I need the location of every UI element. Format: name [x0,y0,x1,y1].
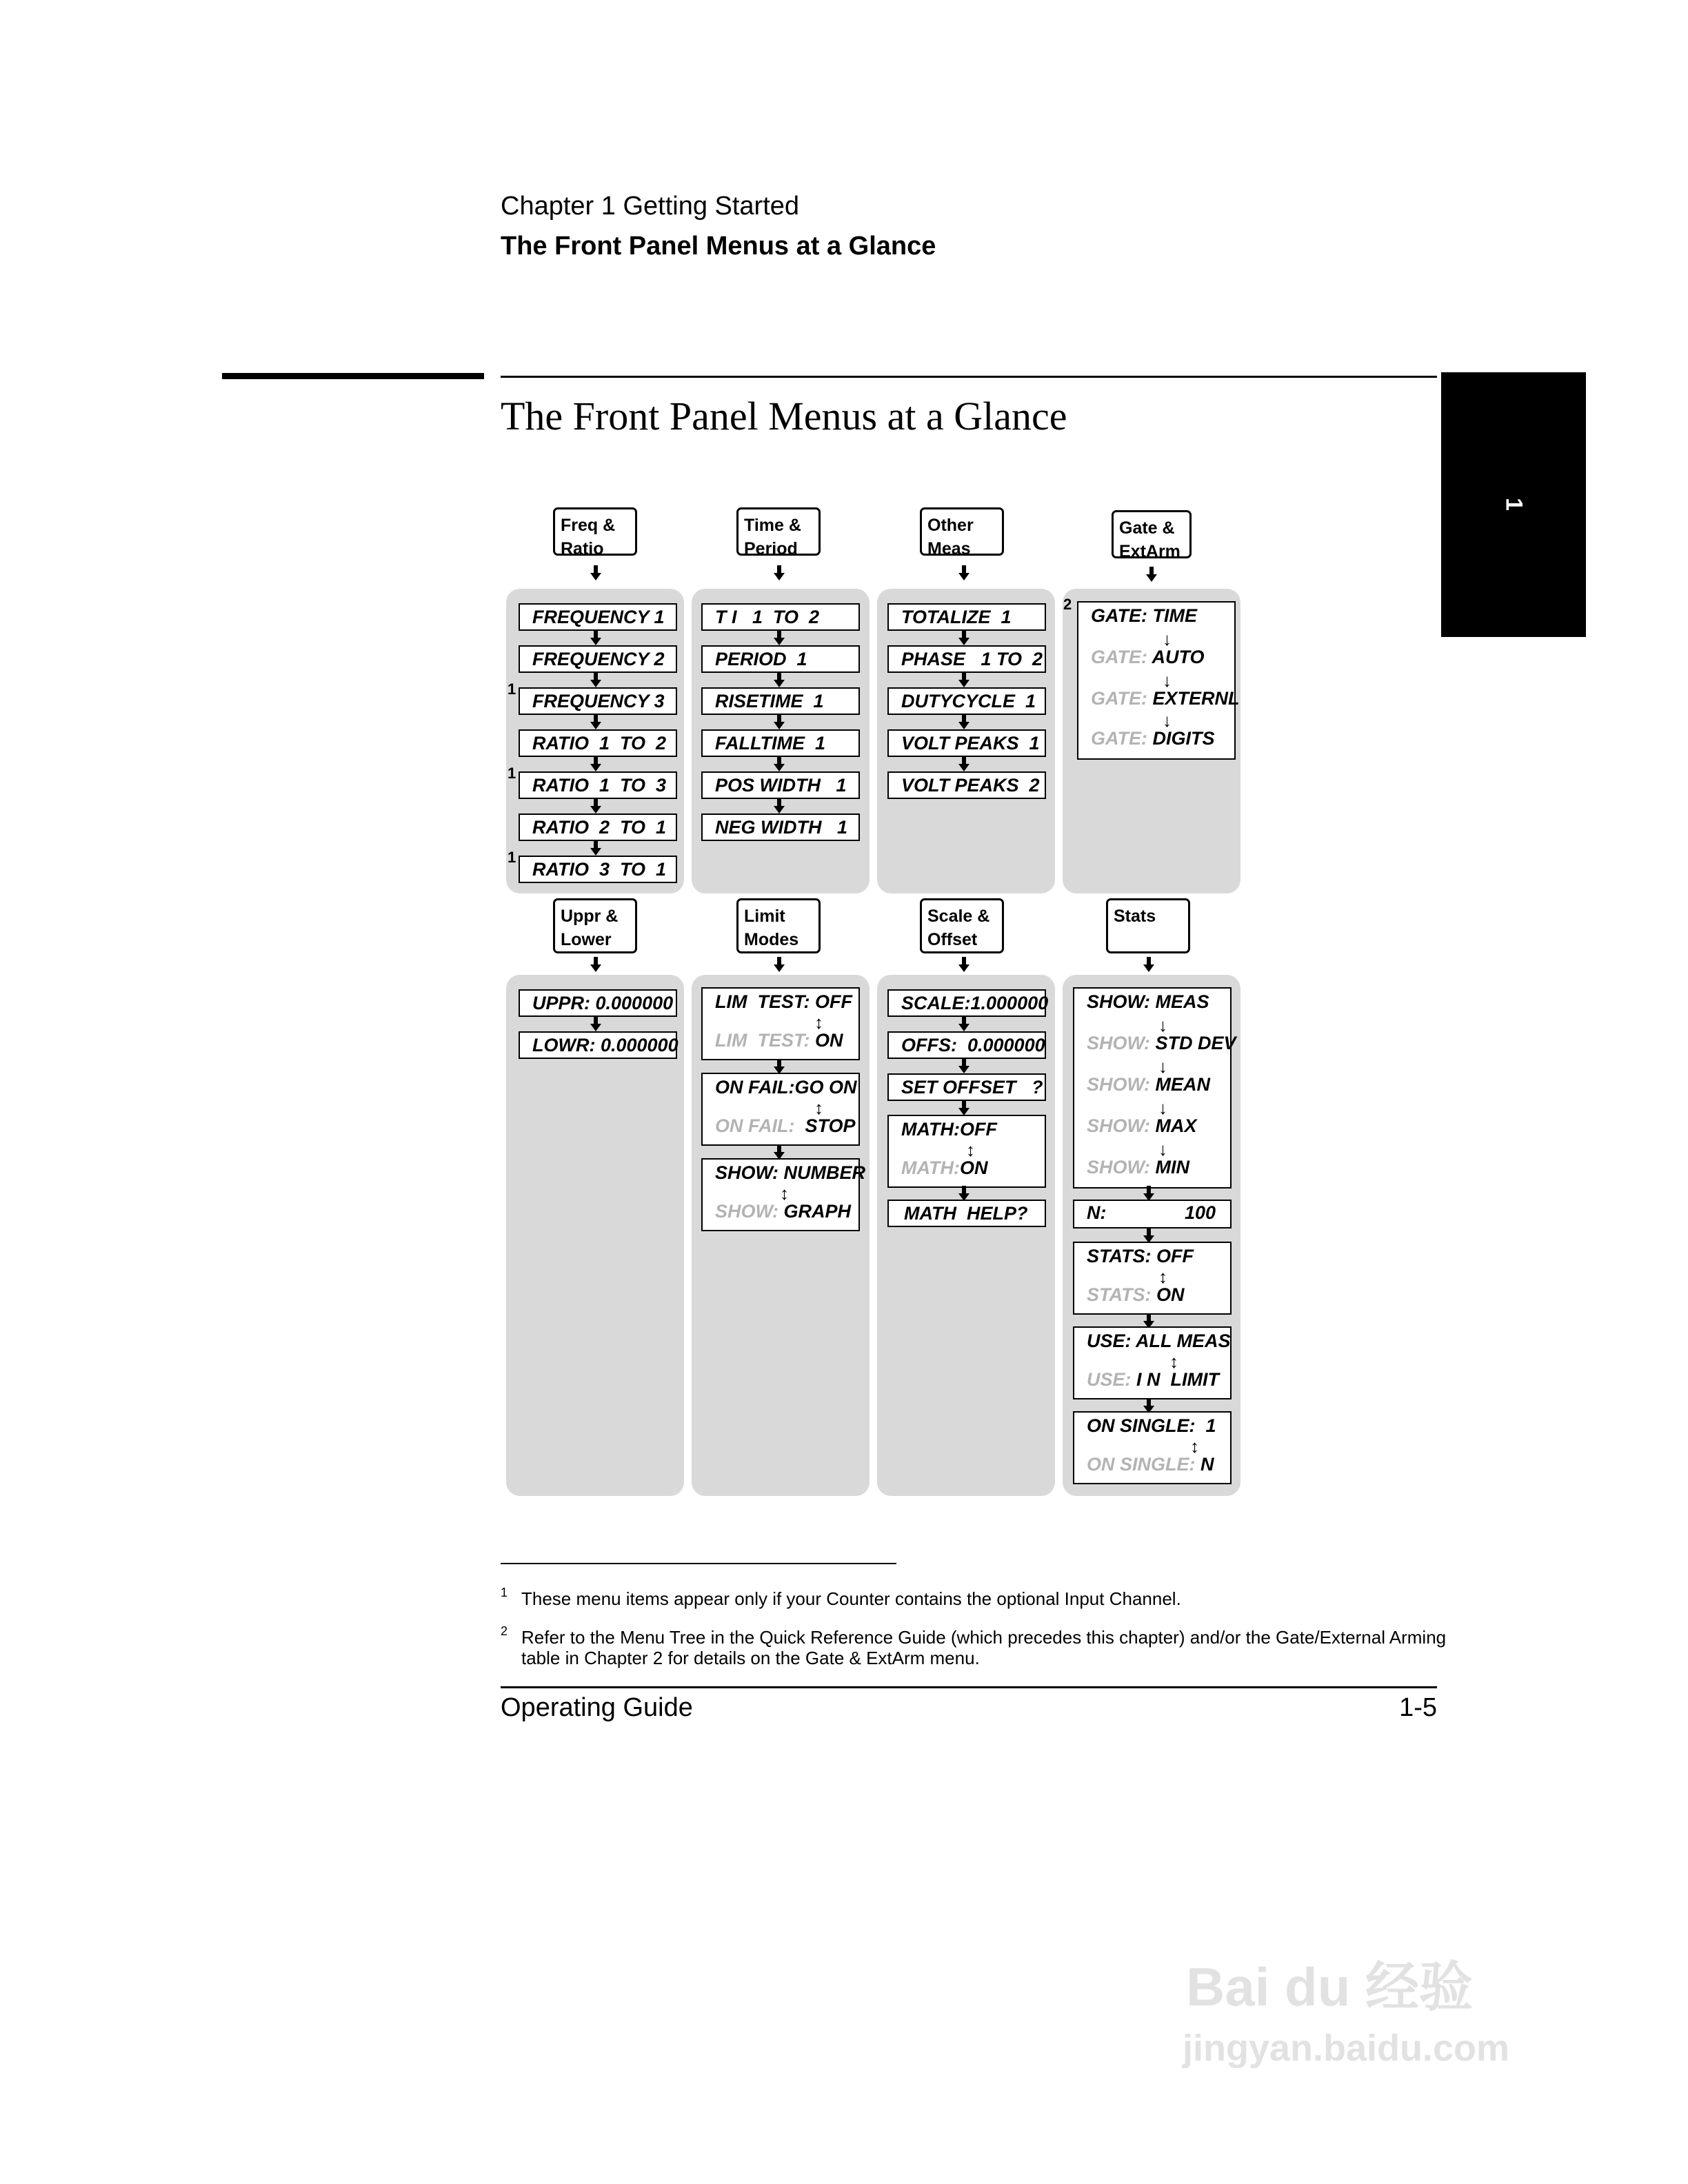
show-graph: GRAPH [783,1201,852,1222]
n-value: 100 [1185,1202,1216,1223]
menu-item-offs: OFFS: 0.000000 [887,1031,1046,1059]
lim-test-off: OFF [815,991,852,1012]
arrow-down-icon [958,957,969,972]
stats-header: Stats [1106,898,1190,953]
watermark-url: jingyan.baidu.com [1183,2028,1510,2069]
arrow-down-icon [774,1144,785,1160]
arrow-down-icon [590,756,601,771]
show-stats-box [1073,987,1236,1189]
arrow-down-icon [590,1016,601,1031]
math-label: MATH: [901,1157,960,1178]
toggle-arrow-icon: ↕ [780,1183,789,1204]
lim-test-label: LIM TEST: [715,1030,810,1051]
menu-item-set-offset: SET OFFSET ? [887,1073,1046,1101]
arrow-down-icon [774,565,785,580]
on-fail-box [701,1073,860,1146]
use-all-meas: ALL MEAS [1136,1331,1231,1351]
lim-test-label: LIM TEST: [715,991,810,1012]
arrow-down-icon [958,630,969,645]
footnote-2 [501,1624,1447,1668]
menu-item-phase-1-2: PHASE 1 TO 2 [887,645,1046,673]
menu-item-frequency-2: FREQUENCY 2 [519,645,677,673]
math-on: ON [959,1157,988,1178]
footnote-mark: 1 [508,765,516,782]
arrow-down-icon: ↓ [1158,1139,1167,1160]
menu-item-pos-width-1: POS WIDTH 1 [701,771,860,799]
stats-off: OFF [1156,1246,1194,1266]
footnote-mark: 1 [508,680,516,698]
arrow-down-icon [958,756,969,771]
title-rule [501,376,1437,378]
other-meas-header: Other Meas [920,507,1004,556]
show-max: MAX [1155,1115,1197,1136]
arrow-down-icon: ↓ [1158,1098,1167,1118]
arrow-down-icon [590,672,601,687]
freq-ratio-header: Freq & Ratio [553,507,637,556]
show-mean: MEAN [1155,1074,1210,1095]
footnote-mark: 2 [1063,596,1072,613]
arrow-down-icon [590,630,601,645]
footer-title: Operating Guide [501,1693,693,1722]
menu-item-volt-peaks-2: VOLT PEAKS 2 [887,771,1046,799]
footer-rule [501,1686,1437,1688]
use-label: USE: [1087,1331,1132,1351]
lim-test-box [701,987,860,1060]
arrow-down-icon [958,1016,969,1031]
page-number: 1-5 [1399,1693,1437,1722]
on-single-label: ON SINGLE: [1087,1415,1196,1436]
use-label: USE: [1087,1369,1132,1390]
on-fail-stop: STOP [805,1115,856,1136]
arrow-down-icon [1146,567,1157,582]
gate-label: GATE: [1091,605,1147,626]
arrow-down-icon [590,565,601,580]
menu-item-ratio-1-3: RATIO 1 TO 3 [519,771,677,799]
footnote-number: 2 [501,1624,508,1638]
menu-item-falltime-1: FALLTIME 1 [701,729,860,757]
footnote-text: These menu items appear only if your Counter contains the optional Input Channel. [521,1588,1181,1609]
footnote-text: Refer to the Menu Tree in the Quick Reference Guide (which precedes this chapter) and/or the Gate/External Arming table in Chapter 2 for details on the Gate & ExtArm menu. [521,1627,1447,1668]
arrow-down-icon [774,714,785,729]
menu-item-scale: SCALE:1.000000 [887,989,1046,1017]
arrow-down-icon [590,957,601,972]
toggle-arrow-icon: ↕ [1190,1436,1199,1457]
show-label: SHOW: [1087,1074,1150,1095]
show-std-dev: STD DEV [1155,1033,1236,1053]
show-label: SHOW: [1087,1115,1150,1136]
menu-item-ti-1-2: T I 1 TO 2 [701,603,860,631]
menu-item-neg-width-1: NEG WIDTH 1 [701,813,860,841]
show-number: NUMBER [783,1162,865,1183]
on-single-1: 1 [1205,1415,1216,1436]
math-label: MATH: [901,1119,960,1140]
show-meas: MEAS [1155,991,1209,1012]
on-single-label: ON SINGLE: [1087,1454,1196,1475]
menu-item-volt-peaks-1: VOLT PEAKS 1 [887,729,1046,757]
menu-item-risetime-1: RISETIME 1 [701,687,860,715]
arrow-down-icon: ↓ [1158,1015,1167,1035]
gate-extarm-header: Gate & ExtArm [1112,510,1192,558]
arrow-down-icon [1143,957,1154,972]
gate-label: GATE: [1091,688,1147,709]
show-label: SHOW: [715,1201,778,1222]
arrow-down-icon [774,1059,785,1074]
left-rule [222,373,484,379]
toggle-arrow-icon: ↕ [1169,1351,1178,1372]
footnote-1 [501,1586,1181,1610]
n-count-box [1073,1200,1232,1228]
footnote-rule [501,1563,896,1564]
arrow-down-icon [590,840,601,856]
arrow-down-icon [774,957,785,972]
on-fail-label: ON FAIL: [715,1077,795,1098]
gate-auto: AUTO [1152,647,1205,667]
limit-modes-header: Limit Modes [736,898,821,953]
arrow-down-icon [774,798,785,813]
on-fail-label: ON FAIL: [715,1115,795,1136]
arrow-down-icon [774,630,785,645]
gate-label: GATE: [1091,647,1147,667]
arrow-down-icon: ↓ [1158,1056,1167,1077]
arrow-down-icon [590,798,601,813]
show-graph-box [701,1158,865,1231]
arrow-down-icon [958,1186,969,1201]
stats-label: STATS: [1087,1284,1152,1305]
show-label: SHOW: [1087,1157,1150,1177]
show-label: SHOW: [715,1162,778,1183]
n-label: N: [1087,1202,1107,1223]
gate-digits: DIGITS [1152,728,1215,749]
menu-item-ratio-2-1: RATIO 2 TO 1 [519,813,677,841]
footnote-mark: 1 [508,849,516,866]
menu-item-frequency-3: FREQUENCY 3 [519,687,677,715]
arrow-down-icon [958,714,969,729]
menu-item-ratio-1-2: RATIO 1 TO 2 [519,729,677,757]
watermark-logo: Bai du 经验 [1186,1957,1474,2017]
arrow-down-icon: ↓ [1163,670,1172,691]
menu-item-frequency-1: FREQUENCY 1 [519,603,677,631]
menu-item-uppr: UPPR: 0.000000 [519,989,677,1017]
on-single-box [1073,1411,1232,1484]
stats-on: ON [1156,1284,1185,1305]
toggle-arrow-icon: ↕ [814,1012,823,1033]
gate-time: TIME [1152,605,1198,626]
toggle-arrow-icon: ↕ [966,1140,975,1160]
arrow-down-icon [774,672,785,687]
show-label: SHOW: [1087,1033,1150,1053]
show-label: SHOW: [1087,991,1150,1012]
running-header-chapter: Chapter 1 Getting Started [501,192,800,221]
on-single-n: N [1200,1454,1214,1475]
stats-toggle-box [1073,1242,1232,1315]
lim-test-on: ON [815,1030,843,1051]
arrow-down-icon [958,565,969,580]
time-period-header: Time & Period [736,507,821,556]
gate-label: GATE: [1091,728,1147,749]
arrow-down-icon [958,1058,969,1073]
menu-item-lowr: LOWR: 0.000000 [519,1031,677,1059]
uppr-lower-header: Uppr & Lower [553,898,637,953]
arrow-down-icon [958,1100,969,1115]
use-toggle-box [1073,1326,1232,1399]
menu-item-ratio-3-1: RATIO 3 TO 1 [519,856,677,883]
arrow-down-icon: ↓ [1163,710,1172,731]
menu-item-dutycycle-1: DUTYCYCLE 1 [887,687,1046,715]
scale-offset-header: Scale & Offset [920,898,1004,953]
arrow-down-icon [1143,1228,1154,1243]
arrow-down-icon [590,714,601,729]
arrow-down-icon [1143,1186,1154,1201]
stats-label: STATS: [1087,1246,1152,1266]
on-fail-go-on: GO ON [794,1077,857,1098]
gate-externl: EXTERNL [1152,688,1240,709]
math-off: OFF [959,1119,997,1140]
footnote-number: 1 [501,1586,508,1599]
menu-item-math-help: MATH HELP? [887,1200,1046,1227]
chapter-tab-number: 1 [1500,498,1527,511]
show-min: MIN [1155,1157,1189,1177]
math-box [887,1115,1046,1188]
use-in-limit: I N LIMIT [1136,1369,1220,1390]
menu-item-totalize-1: TOTALIZE 1 [887,603,1046,631]
page-title: The Front Panel Menus at a Glance [501,394,1067,438]
gate-menu-box [1077,601,1240,760]
arrow-down-icon [774,756,785,771]
toggle-arrow-icon: ↕ [1158,1266,1167,1287]
menu-item-period-1: PERIOD 1 [701,645,860,673]
arrow-down-icon [958,672,969,687]
running-header-section: The Front Panel Menus at a Glance [501,232,936,261]
toggle-arrow-icon: ↕ [814,1098,823,1118]
arrow-down-icon: ↓ [1163,629,1172,649]
